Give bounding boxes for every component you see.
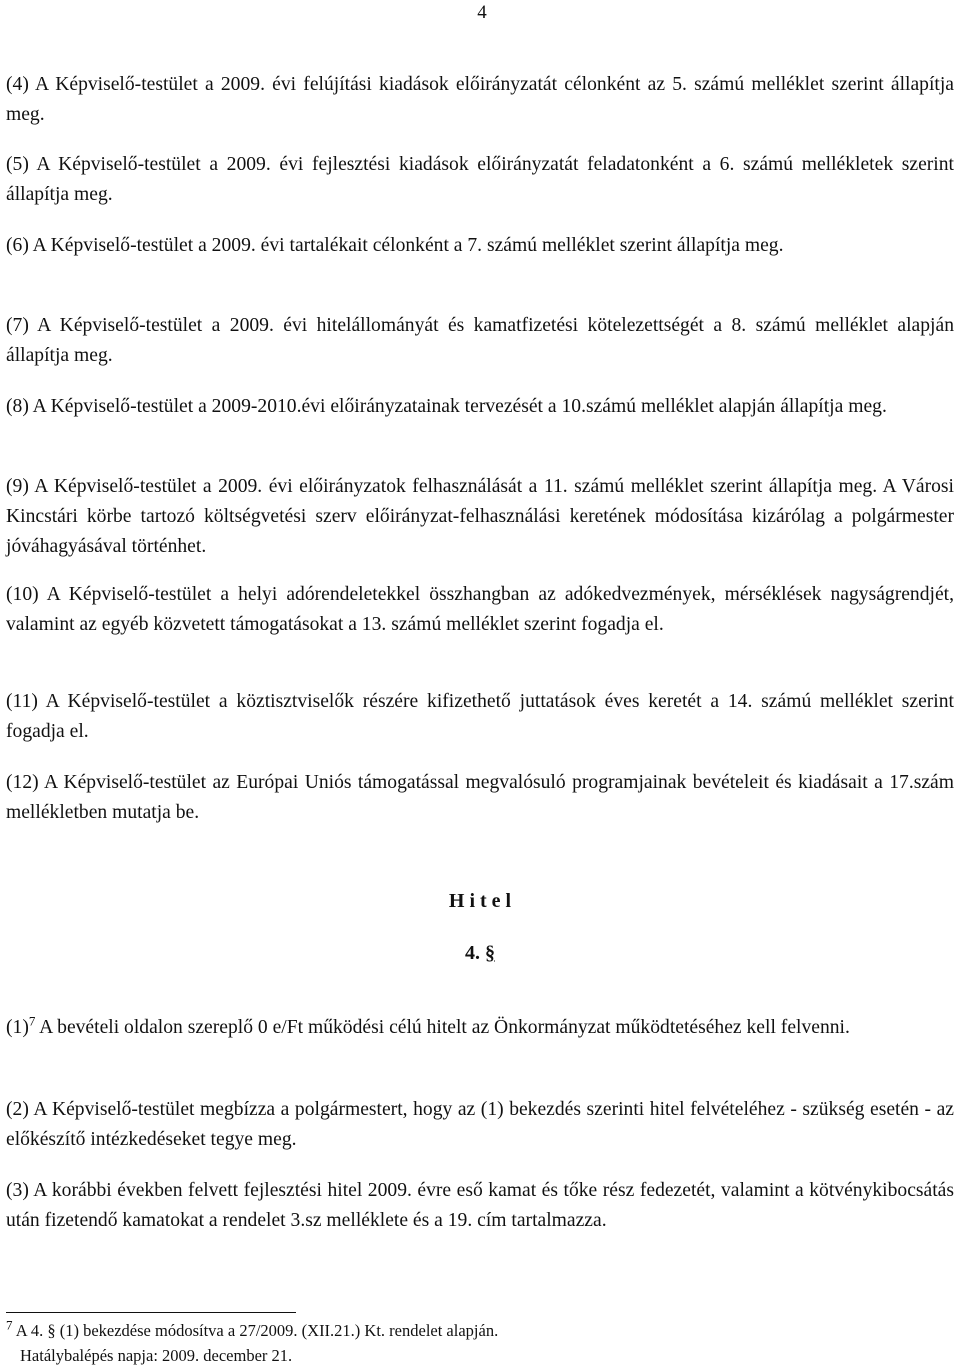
paragraph-8: (8) A Képviselő-testület a 2009-2010.évi előirányzatainak tervezését a 10.számú melléklet alapján állapítja meg. [6,396,887,417]
section-title: H i t e l [448,890,512,912]
section-paragraph-1 [6,1013,954,1043]
section-number: 4. [465,942,480,964]
paragraph-10: (10) A Képviselő-testület a helyi adórendeletekkel összhangban az adókedvezmények, mérséklések nagyságrendjét, valamint az egyéb közvetett támogatásokat a 13. számú melléklet szerint fogadja el. [6,584,954,635]
paragraph-5: (5) A Képviselő-testület a 2009. évi fejlesztési kiadások előirányzatát feladatonként a 6. számú mellékletek szerint állapítja meg. [6,154,954,205]
section-sign: § [485,942,495,964]
paragraph-6: (6) A Képviselő-testület a 2009. évi tartalékait célonként a 7. számú melléklet szerint állapítja meg. [6,235,784,256]
footnote [6,1318,906,1368]
footnote-number: 7 [6,1317,13,1333]
section-paragraph-1-text: A bevételi oldalon szereplő 0 e/Ft működési célú hitelt az Önkormányzat működtetéséhez kell felvenni. [35,1017,850,1038]
paragraph-11: (11) A Képviselő-testület a köztisztviselők részére kifizethető juttatások éves keretét a 14. számú melléklet szerint fogadja el. [6,691,954,742]
footnote-line-1: A 4. § (1) bekezdése módosítva a 27/2009. (XII.21.) Kt. rendelet alapján. [12,1321,499,1340]
footnote-line-2: Hatálybalépés napja: 2009. december 21. [20,1346,293,1365]
page-number: 4 [477,2,487,23]
paragraph-7: (7) A Képviselő-testület a 2009. évi hitelállományát és kamatfizetési kötelezettségét a 8. számú melléklet alapján állapítja meg. [6,315,954,366]
paragraph-9: (9) A Képviselő-testület a 2009. évi előirányzatok felhasználását a 11. számú melléklet szerint állapítja meg. A Városi Kincstári körbe tartozó költségvetési szerv előirányzat-felhasználási keretének módosítása kizárólag a polgármester jóváhagyásával történhet. [6,476,954,557]
paragraph-12: (12) A Képviselő-testület az Európai Uniós támogatással megvalósuló programjainak bevételeit és kiadásait a 17.szám mellékletben mutatja be. [6,772,954,823]
footnote-divider [6,1312,296,1313]
section-paragraph-2: (2) A Képviselő-testület megbízza a polgármestert, hogy az (1) bekezdés szerinti hitel felvételéhez - szükség esetén - az előkészítő intézkedéseket tegye meg. [6,1099,954,1150]
section-heading [0,940,960,966]
section-paragraph-3: (3) A korábbi években felvett fejlesztési hitel 2009. évre eső kamat és tőke rész fedezetét, valamint a kötvénykibocsátás után fizetendő kamatokat a rendelet 3.sz melléklete és a 19. cím tartalmazza. [6,1180,954,1231]
footnote-reference[interactable]: 7 [28,1013,36,1029]
section-paragraph-1-prefix: (1) [6,1017,29,1038]
paragraph-4: (4) A Képviselő-testület a 2009. évi felújítási kiadások előirányzatát célonként az 5. számú melléklet szerint állapítja meg. [6,74,954,125]
